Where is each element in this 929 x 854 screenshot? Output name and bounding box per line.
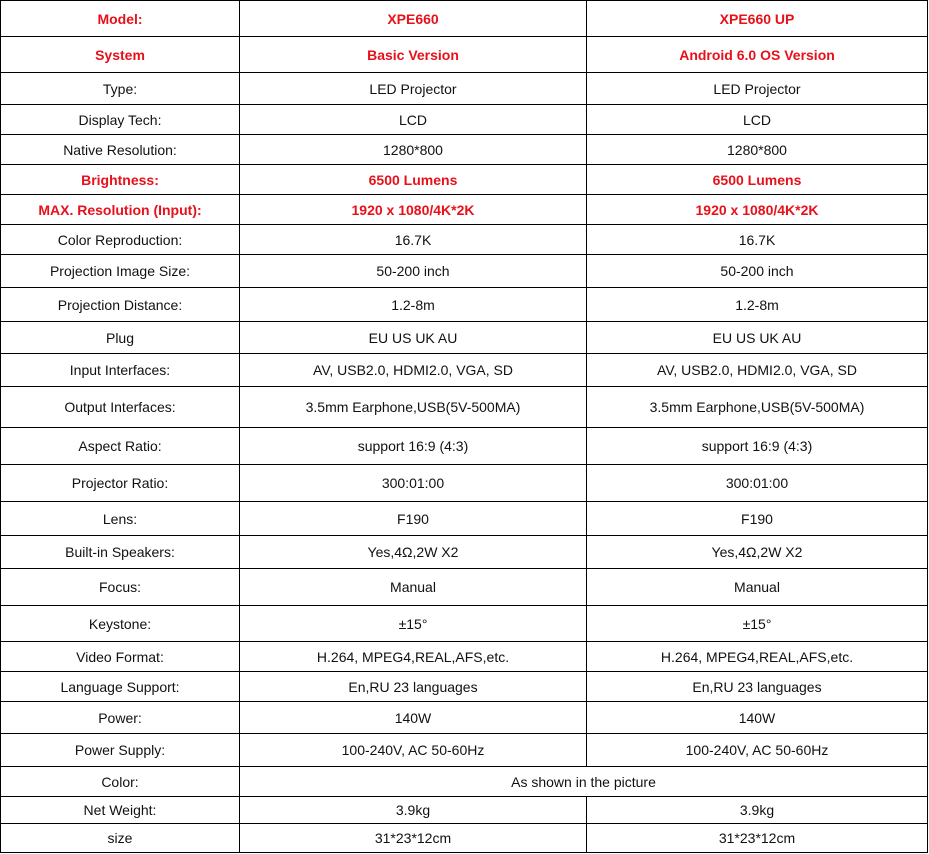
- spec-row: [1, 73, 928, 105]
- spec-label: Lens:: [1, 502, 240, 536]
- spec-value-xpe660-up: 1.2-8m: [587, 288, 928, 322]
- spec-value-xpe660-up: 3.9kg: [587, 797, 928, 824]
- spec-row: [1, 702, 928, 734]
- spec-value-xpe660: 1.2-8m: [240, 288, 587, 322]
- spec-row: [1, 322, 928, 354]
- spec-value-xpe660: 3.9kg: [240, 797, 587, 824]
- spec-label: Built-in Speakers:: [1, 536, 240, 569]
- spec-value-xpe660-up: F190: [587, 502, 928, 536]
- spec-value-xpe660: ±15°: [240, 606, 587, 642]
- spec-value-xpe660-up: EU US UK AU: [587, 322, 928, 354]
- spec-row: [1, 354, 928, 387]
- spec-value-xpe660: F190: [240, 502, 587, 536]
- spec-value-xpe660-up: LED Projector: [587, 73, 928, 105]
- spec-value-xpe660-up: 140W: [587, 702, 928, 734]
- spec-value-xpe660: support 16:9 (4:3): [240, 428, 587, 465]
- spec-value-xpe660-up: En,RU 23 languages: [587, 672, 928, 702]
- spec-label: Plug: [1, 322, 240, 354]
- spec-value-xpe660-up: ±15°: [587, 606, 928, 642]
- spec-value-xpe660: 3.5mm Earphone,USB(5V-500MA): [240, 387, 587, 428]
- spec-value-xpe660-up: H.264, MPEG4,REAL,AFS,etc.: [587, 642, 928, 672]
- spec-label: MAX. Resolution (Input):: [1, 195, 240, 225]
- spec-label: Projector Ratio:: [1, 465, 240, 502]
- spec-value-xpe660-up: Android 6.0 OS Version: [587, 37, 928, 73]
- spec-value-xpe660-up: 31*23*12cm: [587, 824, 928, 853]
- spec-label: Color:: [1, 767, 240, 797]
- spec-value-xpe660: 6500 Lumens: [240, 165, 587, 195]
- spec-label: Language Support:: [1, 672, 240, 702]
- spec-value-xpe660-up: Yes,4Ω,2W X2: [587, 536, 928, 569]
- spec-label: Projection Distance:: [1, 288, 240, 322]
- spec-value-xpe660: En,RU 23 languages: [240, 672, 587, 702]
- spec-value-xpe660: H.264, MPEG4,REAL,AFS,etc.: [240, 642, 587, 672]
- spec-value-xpe660-up: LCD: [587, 105, 928, 135]
- spec-label: Output Interfaces:: [1, 387, 240, 428]
- spec-value-xpe660: AV, USB2.0, HDMI2.0, VGA, SD: [240, 354, 587, 387]
- spec-row: [1, 734, 928, 767]
- spec-value-xpe660: Yes,4Ω,2W X2: [240, 536, 587, 569]
- spec-row: [1, 767, 928, 797]
- spec-label: Brightness:: [1, 165, 240, 195]
- spec-value-xpe660-up: 6500 Lumens: [587, 165, 928, 195]
- spec-row: [1, 824, 928, 853]
- spec-row: [1, 536, 928, 569]
- spec-value-xpe660: EU US UK AU: [240, 322, 587, 354]
- spec-value-xpe660-up: Manual: [587, 569, 928, 606]
- spec-value-xpe660: 140W: [240, 702, 587, 734]
- spec-row: [1, 797, 928, 824]
- spec-label: Display Tech:: [1, 105, 240, 135]
- spec-label: Net Weight:: [1, 797, 240, 824]
- spec-row: [1, 465, 928, 502]
- spec-value-xpe660-up: 300:01:00: [587, 465, 928, 502]
- spec-label: Input Interfaces:: [1, 354, 240, 387]
- spec-value-xpe660-up: 50-200 inch: [587, 255, 928, 288]
- spec-value-xpe660: 16.7K: [240, 225, 587, 255]
- spec-value-xpe660-up: support 16:9 (4:3): [587, 428, 928, 465]
- spec-label: Power Supply:: [1, 734, 240, 767]
- spec-value-xpe660-up: 100-240V, AC 50-60Hz: [587, 734, 928, 767]
- spec-label: Projection Image Size:: [1, 255, 240, 288]
- spec-label: Keystone:: [1, 606, 240, 642]
- spec-value-merged: As shown in the picture: [240, 767, 928, 797]
- spec-row: [1, 195, 928, 225]
- spec-value-xpe660: Basic Version: [240, 37, 587, 73]
- spec-value-xpe660: LCD: [240, 105, 587, 135]
- spec-value-xpe660: 100-240V, AC 50-60Hz: [240, 734, 587, 767]
- spec-row: [1, 135, 928, 165]
- spec-row: [1, 502, 928, 536]
- spec-label: Native Resolution:: [1, 135, 240, 165]
- spec-value-xpe660-up: AV, USB2.0, HDMI2.0, VGA, SD: [587, 354, 928, 387]
- spec-label: Type:: [1, 73, 240, 105]
- spec-value-xpe660: LED Projector: [240, 73, 587, 105]
- spec-label: Video Format:: [1, 642, 240, 672]
- spec-table-body: [1, 1, 928, 853]
- spec-value-xpe660-up: 1280*800: [587, 135, 928, 165]
- spec-label: Power:: [1, 702, 240, 734]
- spec-label: Focus:: [1, 569, 240, 606]
- spec-row: [1, 387, 928, 428]
- spec-row: [1, 428, 928, 465]
- spec-value-xpe660-up: 1920 x 1080/4K*2K: [587, 195, 928, 225]
- spec-value-xpe660: XPE660: [240, 1, 587, 37]
- spec-row: [1, 288, 928, 322]
- spec-row: [1, 225, 928, 255]
- spec-value-xpe660: 1280*800: [240, 135, 587, 165]
- spec-label: Color Reproduction:: [1, 225, 240, 255]
- spec-row: [1, 37, 928, 73]
- spec-value-xpe660: 31*23*12cm: [240, 824, 587, 853]
- spec-label: Model:: [1, 1, 240, 37]
- spec-label: Aspect Ratio:: [1, 428, 240, 465]
- spec-row: [1, 606, 928, 642]
- spec-value-xpe660: 50-200 inch: [240, 255, 587, 288]
- spec-value-xpe660-up: XPE660 UP: [587, 1, 928, 37]
- spec-value-xpe660: 300:01:00: [240, 465, 587, 502]
- spec-row: [1, 569, 928, 606]
- spec-row: [1, 1, 928, 37]
- spec-value-xpe660: Manual: [240, 569, 587, 606]
- spec-row: [1, 642, 928, 672]
- spec-value-xpe660-up: 3.5mm Earphone,USB(5V-500MA): [587, 387, 928, 428]
- spec-label: System: [1, 37, 240, 73]
- spec-row: [1, 105, 928, 135]
- spec-row: [1, 165, 928, 195]
- spec-row: [1, 255, 928, 288]
- spec-label: size: [1, 824, 240, 853]
- spec-row: [1, 672, 928, 702]
- spec-value-xpe660: 1920 x 1080/4K*2K: [240, 195, 587, 225]
- spec-value-xpe660-up: 16.7K: [587, 225, 928, 255]
